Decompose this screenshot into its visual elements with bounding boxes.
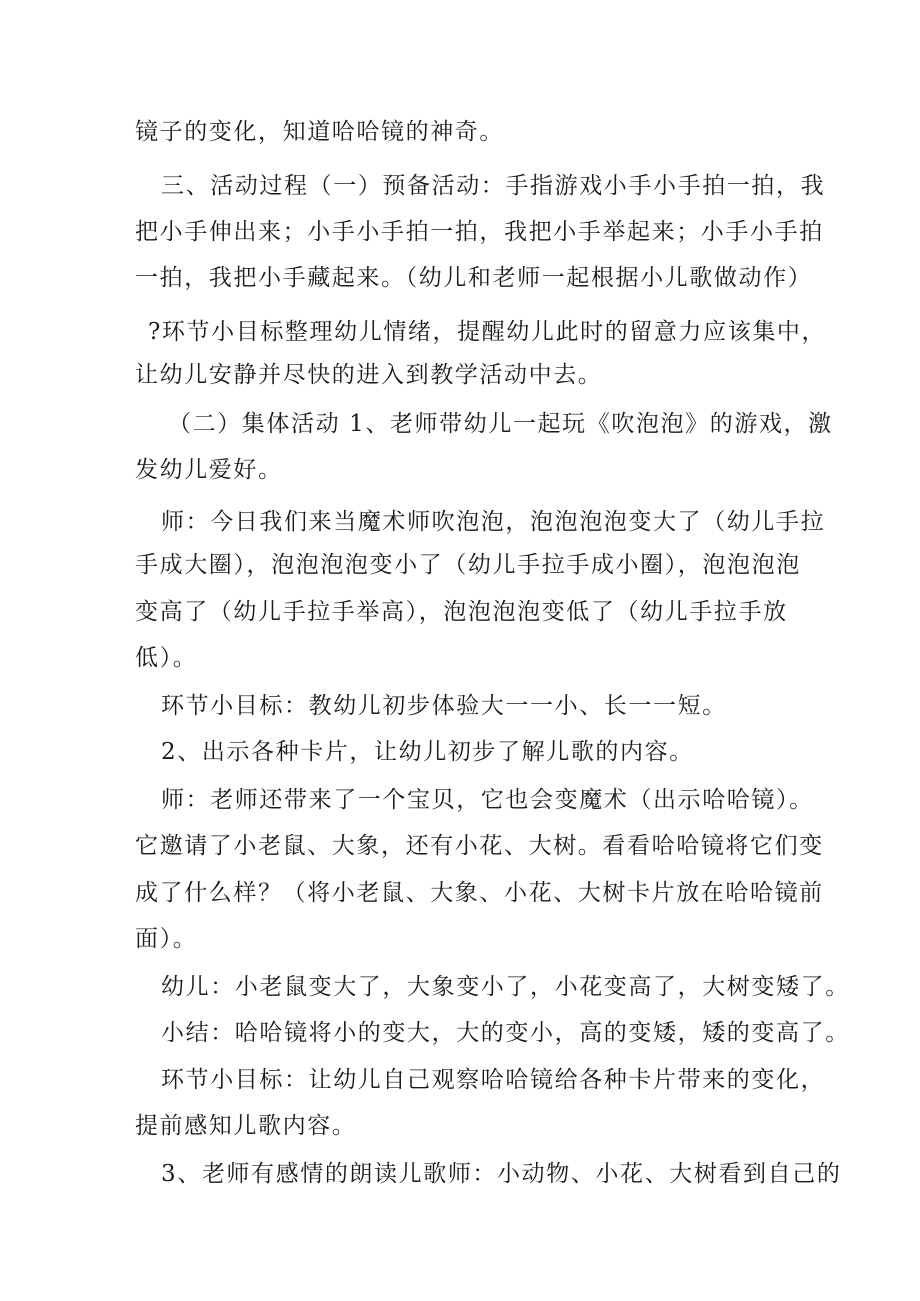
text-line: 一拍，我把小手藏起来。（幼儿和老师一起根据小儿歌做动作）: [135, 265, 813, 291]
text-line: 它邀请了小老鼠、大象，还有小花、大树。看看哈哈镜将它们变: [135, 833, 824, 859]
text-line: 发幼儿爱好。: [135, 457, 283, 483]
text-line: ?环节小目标整理幼儿情绪，提醒幼儿此时的留意力应该集中，: [148, 319, 827, 345]
text-line: 成了什么样？（将小老鼠、大象、小花、大树卡片放在哈哈镜前: [135, 880, 824, 906]
text-line: 2、出示各种卡片，让幼儿初步了解儿歌的内容。: [161, 739, 694, 765]
text-line: 3、老师有感情的朗读儿歌师：小动物、小花、大树看到自己的: [161, 1161, 842, 1187]
text-line: 环节小目标：让幼儿自己观察哈哈镜给各种卡片带来的变化，: [161, 1067, 826, 1093]
text-line: 三、活动过程（一）预备活动：手指游戏小手小手拍一拍，我: [161, 173, 826, 199]
text-line: 把小手伸出来；小手小手拍一拍，我把小手举起来；小手小手拍: [135, 219, 824, 245]
text-line: （二）集体活动 1、老师带幼儿一起玩《吹泡泡》的游戏，激: [168, 411, 833, 437]
text-line: 幼儿：小老鼠变大了，大象变小了，小花变高了，大树变矮了。: [161, 974, 850, 1000]
text-line: 低）。: [135, 645, 198, 671]
text-line: 让幼儿安静并尽快的进入到教学活动中去。: [135, 362, 603, 388]
text-line: 面）。: [135, 926, 198, 952]
text-line: 小结：哈哈镜将小的变大，大的变小，高的变矮，矮的变高了。: [161, 1020, 850, 1046]
text-line: 师：老师还带来了一个宝贝，它也会变魔术（出示哈哈镜）。: [161, 787, 814, 813]
text-line: 镜子的变化，知道哈哈镜的神奇。: [135, 119, 504, 145]
text-line: 手成大圈），泡泡泡泡变小了（幼儿手拉手成小圈），泡泡泡泡: [135, 552, 801, 578]
text-line: 师：今日我们来当魔术师吹泡泡，泡泡泡泡变大了（幼儿手拉: [161, 509, 826, 535]
text-line: 变高了（幼儿手拉手举高），泡泡泡泡变低了（幼儿手拉手放: [135, 599, 788, 625]
text-line: 提前感知儿歌内容。: [135, 1113, 357, 1139]
text-line: 环节小目标：教幼儿初步体验大一一小、长一一短。: [161, 693, 727, 719]
